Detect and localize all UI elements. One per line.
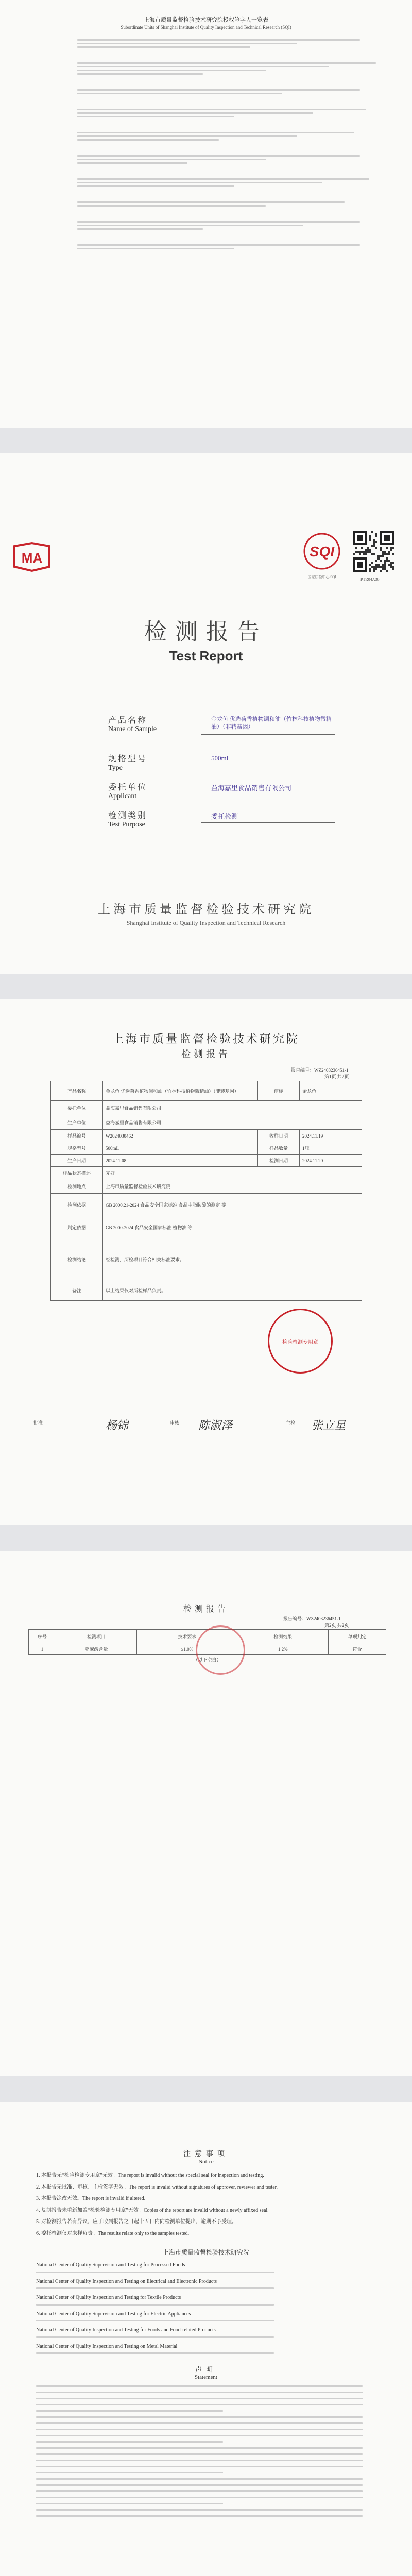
- statement-line-placeholder: [36, 2422, 363, 2424]
- qr-module: [384, 553, 386, 555]
- qr-module: [386, 557, 388, 560]
- report-key: 规格型号: [51, 1142, 103, 1155]
- unit-address-placeholder: [36, 2320, 274, 2321]
- qr-module: [369, 568, 371, 570]
- report-value: 上海市质量监督检验技术研究院: [103, 1179, 362, 1194]
- units-detail-list: [36, 2262, 376, 2354]
- page-notices: [0, 2102, 412, 2576]
- qr-module: [392, 566, 394, 568]
- qr-module: [386, 570, 388, 572]
- field-label-en: Test Purpose: [108, 821, 145, 828]
- statement-line-placeholder: [36, 2472, 223, 2473]
- report-no-label: 报告编号：: [291, 1067, 315, 1073]
- qr-finder: [357, 562, 363, 568]
- qr-module: [369, 535, 371, 537]
- cover-institute-cn: 上海市质量监督检验技术研究院: [98, 903, 314, 917]
- statement-line-placeholder: [36, 2478, 363, 2480]
- qr-module: [359, 553, 361, 555]
- qr-module: [380, 560, 382, 562]
- unit-entry: [0, 39, 412, 48]
- report-value: 2024.11.08: [103, 1155, 258, 1167]
- text-line-placeholder: [77, 89, 360, 91]
- report-value: 以上结果仅对所检样品负责。: [103, 1280, 362, 1301]
- qr-module: [375, 568, 377, 570]
- report-row: [51, 1239, 362, 1280]
- statement-line-placeholder: [36, 2404, 363, 2405]
- qr-module: [361, 547, 363, 549]
- page-cover: [0, 453, 412, 974]
- results-header-cell: 检测结果: [237, 1630, 329, 1643]
- report-value: 完好: [103, 1167, 362, 1179]
- qr-module: [369, 539, 371, 541]
- result-item: 亚麻酸含量: [56, 1643, 136, 1655]
- units-heading: 上海市质量监督检验技术研究院: [162, 2249, 249, 2256]
- report-key-2: 收样日期: [258, 1130, 300, 1142]
- report-value-2: 2024.11.19: [300, 1130, 362, 1142]
- field-label-cn: 规格型号: [108, 755, 148, 764]
- statement-line-placeholder: [36, 2466, 363, 2467]
- field-label-cn: 检测类别: [108, 811, 148, 820]
- report-row: [51, 1115, 362, 1130]
- text-line-placeholder: [77, 159, 266, 160]
- qr-module: [353, 553, 355, 555]
- qr-module: [392, 568, 394, 570]
- field-underline: [201, 822, 335, 823]
- qr-module: [390, 549, 392, 551]
- text-line-placeholder: [77, 228, 203, 230]
- qr-module: [375, 566, 377, 568]
- qr-module: [363, 553, 365, 555]
- qr-module: [369, 537, 371, 539]
- result-index: 1: [29, 1643, 56, 1655]
- qr-module: [363, 551, 365, 553]
- signature-tester: 张立星: [312, 1419, 346, 1432]
- statement-line-placeholder: [36, 2509, 363, 2511]
- field-label-en: Type: [108, 764, 123, 772]
- signature-approver: 杨锦: [106, 1419, 129, 1432]
- text-line-placeholder: [77, 248, 234, 249]
- qr-module: [367, 551, 369, 553]
- stamp-text: 检验检测专用章: [282, 1339, 318, 1345]
- statement-line-placeholder: [36, 2490, 363, 2492]
- qr-module: [373, 553, 375, 555]
- sqi-logo: [299, 531, 345, 577]
- cover-field: [108, 809, 324, 829]
- statement-title-en: Statement: [195, 2374, 217, 2380]
- text-line-placeholder: [77, 221, 360, 223]
- report-page-info: 第1页 共2页: [324, 1074, 349, 1079]
- unit-entry: [0, 89, 412, 94]
- qr-module: [373, 543, 375, 545]
- qr-module: [369, 564, 371, 566]
- qr-module: [384, 562, 386, 564]
- qr-module: [380, 549, 382, 551]
- qr-module: [382, 551, 384, 553]
- approver-label: 批准: [33, 1420, 43, 1426]
- unit-name: National Center of Quality Inspection and Testing on Electrical and Electronic Products: [36, 2278, 217, 2284]
- report-number: [291, 1066, 349, 1073]
- results-header-cell: 技术要求: [137, 1630, 237, 1643]
- qr-module: [382, 553, 384, 555]
- text-line-placeholder: [77, 178, 369, 180]
- qr-finder: [357, 535, 363, 541]
- statement-line-placeholder: [36, 2435, 363, 2436]
- unit-entry: [0, 62, 412, 75]
- report-row: [51, 1167, 362, 1179]
- qr-module: [371, 545, 373, 547]
- cma-text: MA: [21, 550, 43, 566]
- text-line-placeholder: [77, 225, 303, 226]
- qr-module: [392, 562, 394, 564]
- report-value-2: 2024.11.20: [300, 1155, 362, 1167]
- page-report: [0, 999, 412, 1525]
- cover-field: [108, 781, 324, 801]
- notice-item: 5. 对检测报告若有异议，应于收到报告之日起十五日内向检测单位提出，逾期不予受理。: [36, 2219, 237, 2225]
- text-line-placeholder: [77, 66, 329, 67]
- qr-module: [367, 547, 369, 549]
- qr-module: [369, 570, 371, 572]
- qr-module: [371, 562, 373, 564]
- field-value: 委托检测: [211, 812, 238, 820]
- qr-module: [380, 570, 382, 572]
- unit-address-placeholder: [36, 2336, 274, 2338]
- qr-finder: [384, 535, 390, 541]
- unit-entry: [0, 109, 412, 117]
- text-line-placeholder: [77, 62, 376, 64]
- notice-item: 1. 本报告无“检验检测专用章”无效。The report is invalid without the special seal for inspection and testing.: [36, 2173, 264, 2178]
- qr-module: [384, 560, 386, 562]
- field-label-en: Name of Sample: [108, 725, 157, 733]
- unit-entry: [0, 178, 412, 187]
- statement-text: [36, 2385, 376, 2517]
- qr-module: [377, 566, 380, 568]
- report-key: 判定依据: [51, 1216, 103, 1239]
- statement-line-placeholder: [36, 2460, 363, 2461]
- report-value: 益海嘉里食品销售有限公司: [103, 1101, 362, 1115]
- report-row: [51, 1179, 362, 1194]
- cover-title-en: Test Report: [169, 648, 243, 664]
- qr-module: [386, 560, 388, 562]
- statement-line-placeholder: [36, 2503, 223, 2504]
- text-line-placeholder: [77, 205, 266, 207]
- report-title: 检测报告: [181, 1049, 231, 1059]
- results-page-info: 第2页 共2页: [324, 1623, 349, 1628]
- cover-field: [108, 714, 332, 734]
- statement-line-placeholder: [36, 2484, 363, 2486]
- field-value: 500mL: [211, 754, 231, 762]
- results-header-cell: 检测项目: [56, 1630, 136, 1643]
- result-requirement: ≥1.0%: [137, 1643, 237, 1655]
- text-line-placeholder: [77, 112, 313, 114]
- qr-module: [367, 549, 369, 551]
- field-value: 金龙鱼 优选荷香植物调和油（竹林科技植物微精油）（非转基因）: [211, 716, 332, 731]
- statement-title: 声明: [195, 2366, 217, 2374]
- result-value: 1.2%: [237, 1643, 329, 1655]
- text-line-placeholder: [77, 135, 297, 137]
- results-report-no: 报告编号：WZ2403236451-1: [283, 1616, 341, 1621]
- text-line-placeholder: [77, 162, 187, 164]
- unit-name: National Center of Quality Supervision and Testing for Electric Appliances: [36, 2311, 191, 2317]
- report-key: 产品名称: [51, 1081, 103, 1101]
- report-value: W2024030462: [103, 1130, 258, 1142]
- reviewer-label: 审核: [170, 1420, 180, 1426]
- report-row: [51, 1130, 362, 1142]
- signature-reviewer: 陈淑泽: [198, 1419, 233, 1432]
- qr-module: [377, 557, 380, 560]
- field-label-cn: 产品名称: [108, 716, 148, 725]
- qr-module: [371, 531, 373, 533]
- statement-line-placeholder: [36, 2453, 363, 2455]
- qr-module: [375, 541, 377, 543]
- report-value: 经检测，所检项目符合相关标准要求。: [103, 1239, 362, 1280]
- qr-module: [388, 564, 390, 566]
- report-value: 益海嘉里食品销售有限公司: [103, 1115, 362, 1130]
- unit-name: National Center of Quality Inspection and Testing on Metal Material: [36, 2343, 178, 2349]
- qr-module: [365, 551, 367, 553]
- units-title-en: Subordinate Units of Shanghai Institute of Quality Inspection and Technical Research (SQI): [121, 25, 291, 30]
- statement-line-placeholder: [36, 2410, 223, 2412]
- results-header-cell: 单项判定: [329, 1630, 386, 1643]
- page-authorized-units: [0, 0, 412, 428]
- unit-entry: [0, 132, 412, 141]
- text-line-placeholder: [77, 93, 282, 94]
- report-row: [51, 1081, 362, 1101]
- qr-module: [388, 551, 390, 553]
- qr-module: [373, 570, 375, 572]
- qr-module: [375, 533, 377, 535]
- qr-module: [373, 539, 375, 541]
- notice-item: 3. 本报告涂改无效。The report is invalid if altered.: [36, 2196, 146, 2201]
- qr-module: [375, 560, 377, 562]
- unit-entry: [0, 155, 412, 164]
- results-stamp: [196, 1625, 245, 1675]
- unit-address-placeholder: [36, 2287, 274, 2289]
- qr-module: [390, 562, 392, 564]
- field-label-cn: 委托单位: [108, 783, 148, 792]
- units-title-cn: 上海市质量监督检验技术研究院授权签字人一览表: [144, 17, 268, 23]
- cover-title-cn: 检测报告: [144, 619, 268, 645]
- notice-list: [36, 2172, 376, 2238]
- qr-module: [380, 555, 382, 557]
- sqi-caption: 国家质检中心 SQI: [307, 575, 336, 579]
- qr-module: [373, 541, 375, 543]
- unit-entry: [0, 244, 412, 249]
- statement-line-placeholder: [36, 2515, 363, 2517]
- qr-module: [382, 566, 384, 568]
- qr-module: [369, 551, 371, 553]
- qr-module: [375, 535, 377, 537]
- report-key: 生产单位: [51, 1115, 103, 1130]
- qr-module: [355, 551, 357, 553]
- qr-module: [390, 566, 392, 568]
- cover-field: [108, 752, 324, 772]
- tester-label: 主检: [286, 1420, 296, 1426]
- report-key: 委托单位: [51, 1101, 103, 1115]
- statement-line-placeholder: [36, 2497, 363, 2498]
- report-number-small: PTR04A36: [360, 577, 380, 582]
- qr-module: [371, 566, 373, 568]
- qr-module: [392, 547, 394, 549]
- qr-module: [355, 547, 357, 549]
- report-row: [51, 1155, 362, 1167]
- inspection-stamp: [268, 1309, 333, 1374]
- qr-module: [384, 568, 386, 570]
- report-value-2: 1瓶: [300, 1142, 362, 1155]
- qr-module: [392, 553, 394, 555]
- results-header-cell: 序号: [29, 1630, 56, 1643]
- notice-title-en: Notice: [198, 2159, 214, 2165]
- report-row: [51, 1216, 362, 1239]
- qr-module: [388, 553, 390, 555]
- text-line-placeholder: [77, 39, 360, 41]
- qr-module: [390, 564, 392, 566]
- qr-module: [382, 568, 384, 570]
- qr-module: [384, 564, 386, 566]
- text-line-placeholder: [77, 46, 250, 48]
- report-table: [50, 1081, 362, 1301]
- qr-module: [388, 560, 390, 562]
- qr-module: [380, 566, 382, 568]
- qr-module: [375, 547, 377, 549]
- statement-line-placeholder: [36, 2447, 363, 2449]
- report-key: 备注: [51, 1280, 103, 1301]
- unit-entry: [0, 201, 412, 207]
- text-line-placeholder: [77, 185, 234, 187]
- text-line-placeholder: [77, 43, 297, 44]
- report-key: 检测依据: [51, 1194, 103, 1216]
- report-value: GB 2000.21-2024 食品安全国家标准 食品中脂肪酸的测定 等: [103, 1194, 362, 1216]
- notice-item: 4. 复制报告未重新加盖“检验检测专用章”无效。Copies of the report are invalid without a newly affixed seal.: [36, 2207, 269, 2213]
- report-value: 500mL: [103, 1142, 258, 1155]
- qr-module: [373, 545, 375, 547]
- qr-module: [382, 564, 384, 566]
- results-title: 检测报告: [183, 1605, 229, 1614]
- text-line-placeholder: [77, 116, 234, 117]
- unit-address-placeholder: [36, 2352, 274, 2354]
- report-value-2: 金龙鱼: [300, 1081, 362, 1101]
- qr-module: [386, 553, 388, 555]
- statement-line-placeholder: [36, 2398, 363, 2399]
- qr-module: [365, 549, 367, 551]
- cma-logo: [11, 541, 53, 574]
- statement-line-placeholder: [36, 2392, 363, 2393]
- qr-module: [365, 553, 367, 555]
- qr-code: [353, 531, 394, 572]
- result-judgement: 符合: [329, 1643, 386, 1655]
- qr-module: [384, 566, 386, 568]
- report-key: 样品编号: [51, 1130, 103, 1142]
- report-key: 样品状态描述: [51, 1167, 103, 1179]
- qr-module: [357, 551, 359, 553]
- notice-item: 6. 委托检测仅对来样负责。The results relate only to the samples tested.: [36, 2230, 190, 2236]
- qr-module: [377, 555, 380, 557]
- report-key: 生产日期: [51, 1155, 103, 1167]
- report-value: GB 2000-2024 食品安全国家标准 植物油 等: [103, 1216, 362, 1239]
- sqi-text: SQI: [309, 544, 335, 560]
- text-line-placeholder: [77, 132, 354, 133]
- notice-title-cn: 注意事项: [183, 2150, 229, 2158]
- unit-name: National Center of Quality Inspection and Testing for Foods and Food-related Products: [36, 2327, 216, 2333]
- field-underline: [201, 734, 335, 735]
- unit-entry: [0, 221, 412, 230]
- report-row: [51, 1280, 362, 1301]
- text-line-placeholder: [77, 182, 322, 183]
- text-line-placeholder: [77, 70, 266, 71]
- unit-name: National Center of Quality Inspection and Testing for Textile Products: [36, 2295, 181, 2300]
- statement-line-placeholder: [36, 2416, 363, 2418]
- field-label-en: Applicant: [108, 792, 137, 800]
- qr-module: [384, 551, 386, 553]
- qr-module: [382, 555, 384, 557]
- text-line-placeholder: [77, 244, 360, 246]
- units-list: [0, 39, 412, 249]
- notice-item: 2. 本报告无批准、审核、主检签字无效。The report is invalid without signatures of approver, reviewer and tester.: [36, 2184, 278, 2190]
- report-key-2: 检测日期: [258, 1155, 300, 1167]
- results-tail: （以下空白）: [193, 1657, 221, 1663]
- qr-module: [373, 566, 375, 568]
- qr-module: [361, 551, 363, 553]
- qr-module: [380, 547, 382, 549]
- statement-line-placeholder: [36, 2385, 363, 2387]
- unit-name: National Center of Quality Supervision and Testing for Processed Foods: [36, 2262, 185, 2268]
- cover-institute-en: Shanghai Institute of Quality Inspection and Technical Research: [126, 919, 286, 926]
- report-row: [51, 1194, 362, 1216]
- text-line-placeholder: [77, 139, 219, 141]
- qr-module: [369, 549, 371, 551]
- report-no-value: WZ2403236451-1: [314, 1067, 349, 1073]
- report-key-2: 商标: [258, 1081, 300, 1101]
- statement-line-placeholder: [36, 2441, 223, 2443]
- qr-module: [390, 547, 392, 549]
- statement-line-placeholder: [36, 2429, 363, 2430]
- unit-address-placeholder: [36, 2304, 274, 2306]
- text-line-placeholder: [77, 155, 360, 157]
- report-row: [51, 1142, 362, 1155]
- text-line-placeholder: [77, 109, 366, 110]
- report-institute: 上海市质量监督检验技术研究院: [112, 1032, 300, 1045]
- qr-module: [371, 553, 373, 555]
- qr-module: [375, 564, 377, 566]
- text-line-placeholder: [77, 73, 203, 75]
- qr-module: [373, 568, 375, 570]
- qr-module: [359, 551, 361, 553]
- report-row: [51, 1101, 362, 1115]
- report-key: 检测地点: [51, 1179, 103, 1194]
- report-key-2: 样品数量: [258, 1142, 300, 1155]
- field-value: 益海嘉里食品销售有限公司: [211, 784, 292, 792]
- report-key: 检测结论: [51, 1239, 103, 1280]
- page-results: [0, 1551, 412, 2076]
- report-value: 金龙鱼 优选荷香植物调和油（竹林科技植物微精油）（非转基因）: [103, 1081, 258, 1101]
- text-line-placeholder: [77, 201, 345, 203]
- qr-module: [377, 564, 380, 566]
- qr-module: [386, 547, 388, 549]
- unit-address-placeholder: [36, 2272, 274, 2273]
